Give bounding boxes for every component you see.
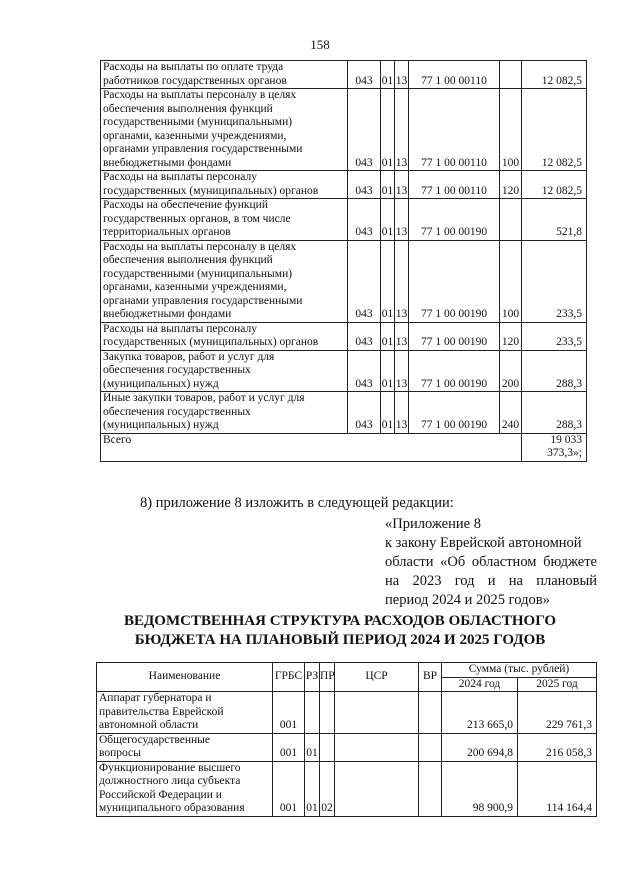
expenses-table-continuation <box>100 60 587 462</box>
rz-cell: 01 <box>381 240 395 322</box>
grbs-cell: 001 <box>273 692 305 734</box>
section-heading <box>80 612 600 650</box>
amount-cell: 12 082,5 <box>522 89 587 171</box>
csr-cell: 77 1 00 00110 <box>409 171 500 199</box>
vr-cell <box>500 199 522 241</box>
table-row <box>101 350 587 392</box>
row-name-line: территориальных органов <box>103 226 231 238</box>
amount-2025-cell: 114 164,4 <box>518 761 597 816</box>
pr-cell: 13 <box>395 240 409 322</box>
row-name <box>101 89 348 171</box>
row-name-line: Аппарат губернатора и <box>99 692 212 704</box>
total-row <box>101 433 587 461</box>
header-2025: 2025 год <box>518 677 597 692</box>
rz-cell: 01 <box>381 171 395 199</box>
pr-cell: 13 <box>395 199 409 241</box>
row-name <box>97 692 273 734</box>
row-name-line: государственных (муниципальных) органов <box>103 336 319 348</box>
csr-cell: 77 1 00 00190 <box>409 322 500 350</box>
total-amount: 19 033 373,3»; <box>522 433 587 461</box>
annex-line: области «Об областном бюджете <box>385 554 597 570</box>
amendment-paragraph: 8) приложение 8 изложить в следующей редакции: <box>140 495 454 511</box>
vr-cell: 240 <box>500 392 522 434</box>
table-row <box>97 692 597 734</box>
pr-cell <box>320 733 335 761</box>
row-name-line: Расходы на выплаты персоналу <box>103 171 257 183</box>
csr-cell: 77 1 00 00190 <box>409 199 500 241</box>
total-label: Всего <box>101 433 522 461</box>
vr-cell <box>419 692 442 734</box>
csr-cell <box>335 733 419 761</box>
row-name-line: должностного лица субъекта <box>99 775 241 787</box>
grbs-cell: 043 <box>348 89 381 171</box>
vr-cell: 200 <box>500 350 522 392</box>
table-row <box>101 392 587 434</box>
row-name-line: органами управления государственными <box>103 294 303 307</box>
row-name-line: государственных (муниципальных) органов <box>103 184 319 197</box>
row-name-line: Расходы на выплаты по оплате труда <box>103 61 284 73</box>
heading-line: ВЕДОМСТВЕННАЯ СТРУКТУРА РАСХОДОВ ОБЛАСТНОГО <box>123 613 557 629</box>
row-name <box>101 171 348 199</box>
csr-cell: 77 1 00 00190 <box>409 350 500 392</box>
row-name-line: Расходы на обеспечение функций <box>103 199 268 211</box>
amount-cell: 288,3 <box>522 392 587 434</box>
row-name-line: внебюджетными фондами <box>103 156 232 169</box>
row-name <box>101 350 348 392</box>
csr-cell <box>335 761 419 816</box>
grbs-cell: 043 <box>348 171 381 199</box>
header-pr: ПР <box>320 663 335 692</box>
heading-line: БЮДЖЕТА НА ПЛАНОВЫЙ ПЕРИОД 2024 И 2025 ГОДОВ <box>134 632 546 648</box>
vr-cell <box>500 61 522 89</box>
page-number: 158 <box>310 37 330 52</box>
row-name-line: (муниципальных) нужд <box>103 419 219 431</box>
row-name-line: автономной области <box>99 719 199 731</box>
table-row <box>101 322 587 350</box>
header-rz: РЗ <box>305 663 320 692</box>
row-name-line: обеспечения государственных <box>103 405 251 418</box>
rz-cell: 01 <box>381 322 395 350</box>
row-name-line: государственных органов, в том числе <box>103 212 291 225</box>
row-name-line: обеспечения государственных <box>103 364 251 376</box>
rz-cell: 01 <box>305 761 320 816</box>
csr-cell: 77 1 00 00110 <box>409 61 500 89</box>
row-name-line: работников государственных органов <box>103 74 287 87</box>
rz-cell: 01 <box>381 199 395 241</box>
table-row <box>97 733 597 761</box>
row-name-line: Закупка товаров, работ и услуг для <box>103 350 275 363</box>
row-name-line: обеспечения выполнения функций <box>103 102 273 115</box>
amount-2024-cell: 213 665,0 <box>442 692 518 734</box>
header-name: Наименование <box>97 663 273 692</box>
rz-cell: 01 <box>381 89 395 171</box>
vr-cell <box>419 761 442 816</box>
row-name-line: Расходы на выплаты персоналу в целях <box>103 240 297 253</box>
amount-cell: 288,3 <box>522 350 587 392</box>
row-name-line: Расходы на выплаты персоналу в целях <box>103 89 297 101</box>
row-name-line: государственными (муниципальными) <box>103 116 293 128</box>
pr-cell <box>320 692 335 734</box>
annex-line: на 2023 год и на плановый <box>385 573 597 589</box>
amount-cell: 12 082,5 <box>522 171 587 199</box>
header-vr: ВР <box>419 663 442 692</box>
vr-cell <box>419 733 442 761</box>
rz-cell: 01 <box>381 392 395 434</box>
departmental-structure-table <box>96 662 597 817</box>
pr-cell: 13 <box>395 392 409 434</box>
row-name-line: (муниципальных) нужд <box>103 377 219 390</box>
row-name-line: органами, казенными учреждениями, <box>103 281 287 293</box>
rz-cell <box>305 692 320 734</box>
annex-line: «Приложение 8 <box>385 516 481 532</box>
amount-cell: 233,5 <box>522 322 587 350</box>
amount-2024-cell: 98 900,9 <box>442 761 518 816</box>
grbs-cell: 001 <box>273 733 305 761</box>
pr-cell: 13 <box>395 322 409 350</box>
table-header-row <box>97 663 597 678</box>
header-sum: Сумма (тыс. рублей) <box>442 663 597 678</box>
header-2024: 2024 год <box>442 677 518 692</box>
row-name-line: внебюджетными фондами <box>103 308 232 320</box>
grbs-cell: 001 <box>273 761 305 816</box>
row-name <box>101 392 348 434</box>
amount-cell: 521,8 <box>522 199 587 241</box>
amount-cell: 12 082,5 <box>522 61 587 89</box>
vr-cell: 100 <box>500 89 522 171</box>
table-row <box>101 89 587 171</box>
header-csr: ЦСР <box>335 663 419 692</box>
grbs-cell: 043 <box>348 392 381 434</box>
annex-reference <box>385 515 597 610</box>
amount-cell: 233,5 <box>522 240 587 322</box>
table-row <box>97 761 597 816</box>
row-name-line: обеспечения выполнения функций <box>103 254 273 266</box>
row-name-line: органами управления государственными <box>103 143 303 155</box>
row-name-line: Функционирование высшего <box>99 761 241 774</box>
row-name-line: Иные закупки товаров, работ и услуг для <box>103 392 305 404</box>
amount-2024-cell: 200 694,8 <box>442 733 518 761</box>
rz-cell: 01 <box>381 61 395 89</box>
grbs-cell: 043 <box>348 199 381 241</box>
csr-cell <box>335 692 419 734</box>
annex-line: к закону Еврейской автономной <box>385 535 582 551</box>
grbs-cell: 043 <box>348 240 381 322</box>
pr-cell: 13 <box>395 171 409 199</box>
row-name-line: Общегосударственные <box>99 733 211 746</box>
row-name-line: муниципального образования <box>99 802 245 814</box>
row-name <box>101 61 348 89</box>
row-name <box>101 322 348 350</box>
header-grbs: ГРБС <box>273 663 305 692</box>
row-name <box>97 733 273 761</box>
vr-cell: 120 <box>500 322 522 350</box>
row-name <box>101 199 348 241</box>
row-name <box>97 761 273 816</box>
table-row <box>101 199 587 241</box>
vr-cell: 100 <box>500 240 522 322</box>
amount-2025-cell: 229 761,3 <box>518 692 597 734</box>
row-name-line: государственными (муниципальными) <box>103 267 293 280</box>
csr-cell: 77 1 00 00110 <box>409 89 500 171</box>
pr-cell: 13 <box>395 89 409 171</box>
rz-cell: 01 <box>305 733 320 761</box>
csr-cell: 77 1 00 00190 <box>409 240 500 322</box>
csr-cell: 77 1 00 00190 <box>409 392 500 434</box>
pr-cell: 13 <box>395 61 409 89</box>
annex-line: период 2024 и 2025 годов» <box>385 592 550 608</box>
pr-cell: 02 <box>320 761 335 816</box>
vr-cell: 120 <box>500 171 522 199</box>
rz-cell: 01 <box>381 350 395 392</box>
grbs-cell: 043 <box>348 61 381 89</box>
pr-cell: 13 <box>395 350 409 392</box>
row-name-line: органами, казенными учреждениями, <box>103 129 287 142</box>
amount-2025-cell: 216 058,3 <box>518 733 597 761</box>
table-row <box>101 61 587 89</box>
row-name-line: Расходы на выплаты персоналу <box>103 322 257 335</box>
grbs-cell: 043 <box>348 322 381 350</box>
table-row <box>101 240 587 322</box>
grbs-cell: 043 <box>348 350 381 392</box>
table-row <box>101 171 587 199</box>
row-name-line: правительства Еврейской <box>99 705 224 718</box>
row-name <box>101 240 348 322</box>
row-name-line: Российской Федерации и <box>99 788 222 801</box>
row-name-line: вопросы <box>99 747 141 759</box>
